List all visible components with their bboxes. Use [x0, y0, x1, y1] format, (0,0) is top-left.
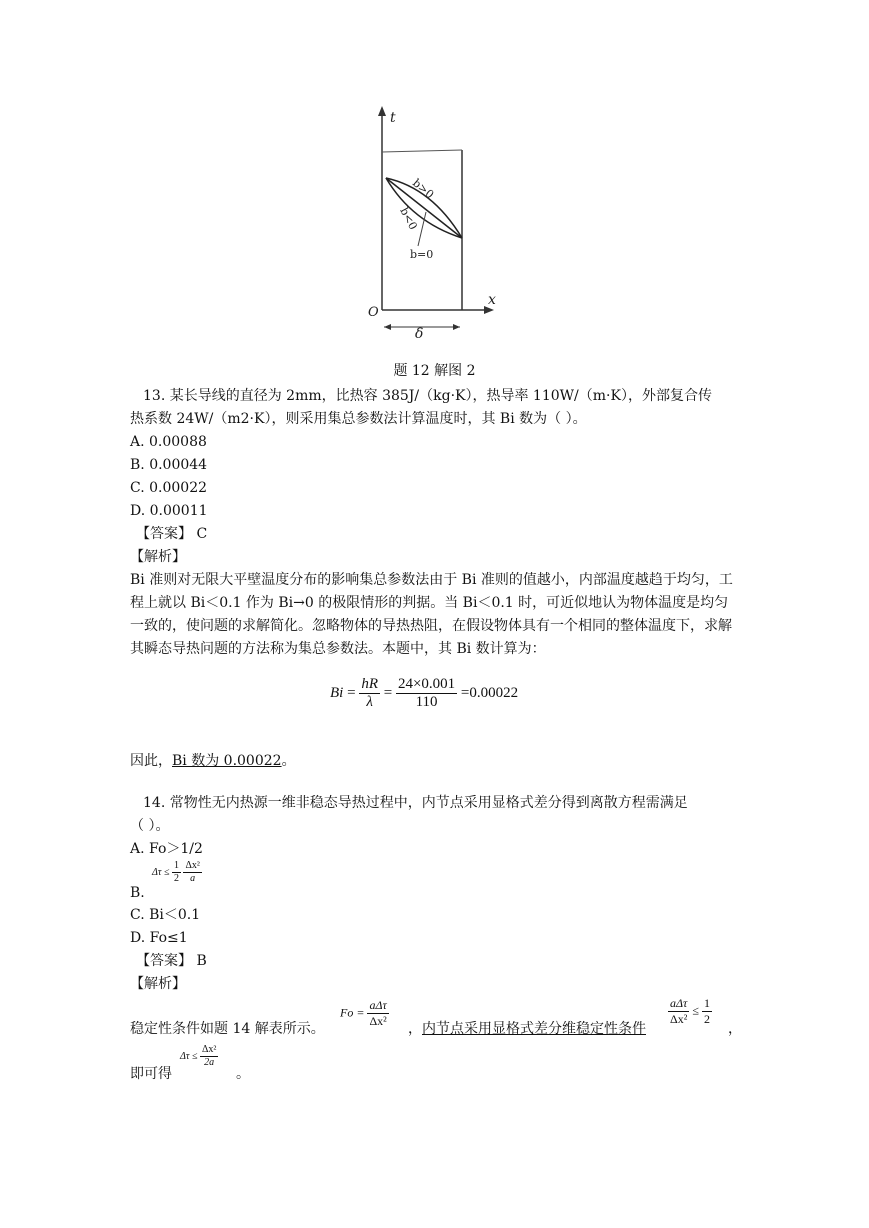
bi-formula-lhs: Bi — [330, 684, 344, 701]
label-b-negative: b<0 — [397, 205, 420, 232]
q14-answer: 【答案】 B — [136, 953, 207, 969]
result-fraction — [200, 1044, 218, 1069]
q13-stem-line1: 13. 某长导线的直径为 2mm，比热容 385J/（kg·K），热导率 110W/（m·K），外部复合传 — [143, 388, 712, 404]
cond-half — [702, 996, 712, 1027]
q14-option-a: A. Fo＞1/2 — [130, 841, 203, 857]
q14-result-pre: 即可得 — [130, 1066, 172, 1082]
q14-option-d: D. Fo≤1 — [130, 930, 188, 946]
q13-conclusion-underlined: Bi 数为 0.00022 — [172, 753, 282, 769]
optb-half-num: 1 — [173, 860, 179, 871]
bi-fraction-num: hR — [361, 676, 378, 692]
fo-formula — [340, 998, 389, 1029]
optb-half-den: 2 — [173, 873, 179, 884]
q13-analysis-paragraph: Bi 准则对无限大平壁温度分布的影响集总参数法由于 Bi 准则的值越小，内部温度越趋于均匀，工程上就以 Bi＜0.1 作为 Bi→0 的极限情形的判据。当 Bi＜0.1 时，可近似地认为物体温度是均匀一致的，使问题的求解简化。忽略物体的导热热阻，在假设物体具有一个相同的整体温度下，求解其瞬态导热问题的方法称为集总参数法。本题中，其 Bi 数计算为： — [130, 572, 733, 657]
fo-fraction — [367, 998, 388, 1029]
temperature-distribution-figure — [360, 100, 510, 345]
q14-option-b-formula — [152, 860, 202, 885]
q14-option-b-label: B. — [130, 885, 145, 901]
label-b-positive: b>0 — [410, 176, 437, 202]
bi-fraction-hr-lambda — [359, 676, 380, 711]
bi-result: =0.00022 — [460, 684, 519, 701]
q14-analysis-label: 【解析】 — [130, 976, 186, 992]
label-t: t — [390, 110, 396, 126]
result-den: 2a — [200, 1056, 218, 1069]
cond-half-den: 2 — [703, 1012, 710, 1026]
q14-stability-end: ， — [728, 1021, 742, 1037]
q13-conclusion-pre: 因此， — [130, 753, 172, 769]
cond-fraction — [668, 996, 689, 1027]
top-edge — [382, 150, 462, 152]
delta-arrow-right — [453, 324, 460, 330]
bi-formula: Bi = $\frac{hR}{\lambda}$ = $\frac{24\times 0.001}{110}$ =0.00022 — [330, 676, 519, 710]
cond-num: aΔτ — [670, 996, 688, 1010]
q13-option-a: A. 0.00088 — [130, 434, 207, 450]
q13-analysis-label: 【解析】 — [130, 549, 186, 565]
result-num: Δx² — [201, 1044, 217, 1055]
q14-stability-sep: ， — [408, 1021, 422, 1037]
label-origin: O — [368, 305, 379, 320]
bi-fraction-values — [396, 676, 457, 711]
q14-stem-line2: （ ）。 — [130, 818, 170, 834]
delta-arrow-left — [384, 324, 391, 330]
bi-fraction-den: λ — [359, 693, 380, 711]
b-zero-leader — [418, 212, 426, 246]
stability-condition-formula — [668, 996, 712, 1027]
q13-stem-line2: 热系数 24W/（m2·K），则采用集总参数法计算温度时，其 Bi 数为（ ）。 — [130, 411, 587, 427]
q14-stem-line1: 14. 常物性无内热源一维非稳态导热过程中，内节点采用显格式差分得到离散方程需满足 — [143, 795, 688, 811]
t-axis-arrow — [378, 106, 386, 116]
bi-values-num: 24×0.001 — [397, 676, 456, 692]
q13-conclusion-post: 。 — [281, 753, 296, 769]
bi-values-den: 110 — [396, 693, 457, 711]
optb-num: Δx² — [185, 860, 200, 871]
q13-answer: 【答案】 C — [136, 526, 208, 542]
q13-option-b: B. 0.00044 — [130, 457, 208, 473]
result-lhs: Δτ ≤ — [180, 1050, 198, 1062]
fo-lhs: Fo = — [340, 1005, 365, 1020]
fo-num: aΔτ — [369, 998, 387, 1012]
q13-option-c: C. 0.00022 — [130, 480, 208, 496]
cond-den: Δx² — [668, 1011, 689, 1027]
optb-half — [172, 860, 181, 885]
q14-stability-underlined: 内节点采用显格式差分维稳定性条件 — [422, 1021, 646, 1037]
label-delta: δ — [415, 326, 424, 342]
q14-stability-pre: 稳定性条件如题 14 解表所示。 — [130, 1021, 325, 1037]
q14-option-c: C. Bi＜0.1 — [130, 907, 201, 923]
optb-lhs: Δτ ≤ — [152, 866, 170, 878]
q13-conclusion — [130, 750, 296, 773]
result-formula — [180, 1044, 218, 1069]
q13-option-d: D. 0.00011 — [130, 503, 208, 519]
cond-rel: ≤ — [692, 1003, 699, 1018]
label-b-zero: b=0 — [410, 248, 434, 261]
figure-caption: 题 12 解图 2 — [393, 363, 476, 379]
label-x: x — [488, 292, 496, 308]
optb-fraction — [183, 860, 201, 885]
cond-half-num: 1 — [703, 996, 710, 1010]
fo-den: Δx² — [367, 1013, 388, 1029]
q14-stability-mid — [408, 1018, 646, 1041]
optb-den: a — [183, 872, 201, 885]
q14-result-end: 。 — [236, 1066, 250, 1082]
